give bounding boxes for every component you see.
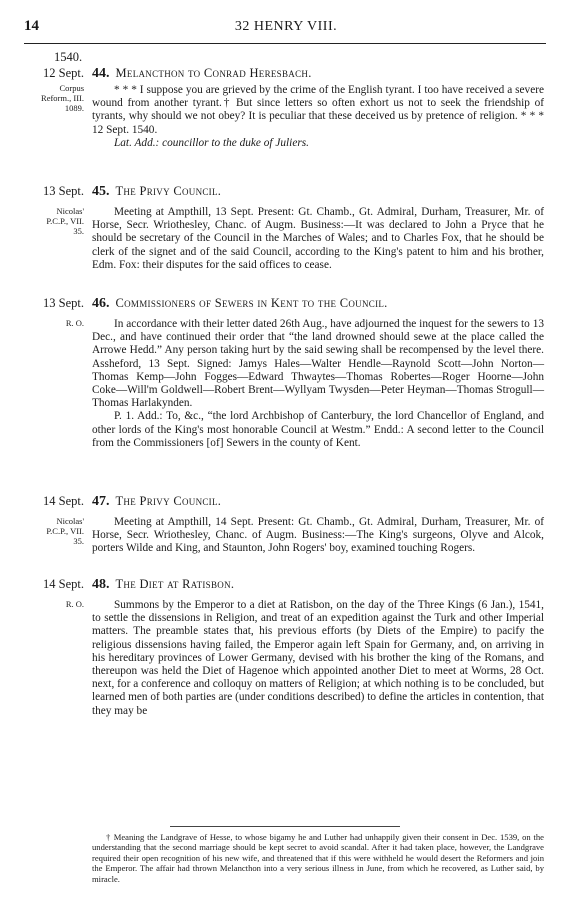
entry-body — [92, 318, 544, 450]
source-line: R. O. — [65, 318, 84, 328]
source-line: 35. — [73, 536, 84, 546]
entry-body — [92, 599, 544, 718]
entry-body — [92, 516, 544, 556]
footnote-text: † Meaning the Landgrave of Hesse, to whose bigamy he and Luther had unhappily given their consent in Dec. 1539, on the understanding that the second marriage should be kept secret to avoid scandal. After it had taken place, however, the Landgrave required their open recognition of his new wife, and threatened that if this were withheld he would desert the Reformers and join the Emperor. The affair had thrown Melancthon into a very serious illness in June, from which he recovered, as Luther said, by miracle. — [92, 832, 544, 884]
source-line: Nicolas' — [56, 206, 84, 216]
entry-number: 45. — [92, 184, 110, 199]
footnote — [92, 832, 544, 884]
entry-paragraph: P. 1. Add.: To, &c., “the lord Archbishop of Canterbury, the lord Chancellor of England, and other lords of the King's most honorable Council at Westm.” Endd.: A second letter to the Council from the Commissioners [of] Sewers in the county of Kent. — [92, 410, 544, 449]
footnote-rule — [170, 826, 400, 827]
entry-body — [92, 84, 544, 150]
entry-heading — [92, 296, 388, 312]
entry-number: 44. — [92, 66, 110, 81]
page-number: 14 — [24, 18, 39, 34]
entry-paragraph: Meeting at Ampthill, 13 Sept. Present: Gt. Chamb., Gt. Admiral, Durham, Treasurer, Mr. of Horse, Secr. Wriothesley, Chanc. of Augm. Business:—It was declared to John a Pryce that he should be secretary of the Council in the Marches of Wales; and to Charles Fox, that he should be clerk of the signet and of the said Council, according to the King's patent to him and his brother, Edm. Fox: their disputes for the said offices to cease. — [92, 206, 544, 271]
entry-date: 14 Sept. — [43, 494, 84, 508]
source-line: P.C.P., VII. — [46, 526, 84, 536]
entry-heading — [92, 184, 221, 200]
entry-source — [24, 599, 84, 609]
entry-paragraph: * * * I suppose you are grieved by the crime of the English tyrant. I too have received a severe wound from another tyrant.† But since letters so often exhort us not to seek the friendship of tyrants, why should we not obey? It is peculiar that these deceived us by pretence of religion. * * * 12 Sept. 1540. — [92, 84, 544, 136]
source-line: Nicolas' — [56, 516, 84, 526]
entry-paragraph: Meeting at Ampthill, 14 Sept. Present: Gt. Chamb., Gt. Admiral, Durham, Treasurer, Mr. of Horse, Secr. Wriothesley, Chanc. of Augm. Business:—The King's surgeons, Olyve and Alcok, porters Wilde and King, and Staunton, John Rogers' boy, examined touching Rogers. — [92, 516, 544, 555]
source-line: Reform., III. — [41, 93, 84, 103]
entry-source — [24, 83, 84, 113]
entry-date: 13 Sept. — [43, 184, 84, 198]
entry-title: The Privy Council. — [115, 184, 222, 198]
source-line: R. O. — [65, 599, 84, 609]
entry-date: 14 Sept. — [43, 577, 84, 591]
year-label: 1540. — [54, 50, 83, 64]
entry-date: 13 Sept. — [43, 296, 84, 310]
header-rule — [24, 43, 546, 44]
entry-paragraph: Summons by the Emperor to a diet at Ratisbon, on the day of the Three Kings (6 Jan.), 1541, to settle the dissensions in Religion, and treat of an expedition against the Turk and other Imperial matters. The preamble states that, his previous efforts (by Diets of the Empire) to pacify the religious dissensions having failed, the Emperor again left Spain for Germany, and, on arriving in his hereditary provinces of Lower Germany, devised with his brother the king of the Romans, and thereupon was held the Diet of Hagenoe which appointed another Diet to meet at Worms, 28 Oct. next, for a conference and colloquy on matters of Religion; at which nothing is to be concluded, but learned men of both parties are (under conditions described) to define the articles in contention, that they may be — [92, 599, 544, 717]
entry-number: 48. — [92, 577, 110, 592]
source-line: 1089. — [64, 103, 84, 113]
entry-source — [24, 318, 84, 328]
source-line: 35. — [73, 226, 84, 236]
entry-title: Melancthon to Conrad Heresbach. — [115, 66, 312, 80]
source-line: Corpus — [59, 83, 84, 93]
entry-body — [92, 206, 544, 272]
entry-heading — [92, 577, 234, 593]
entry-source — [24, 516, 84, 546]
source-line: P.C.P., VII. — [46, 216, 84, 226]
entry-number: 46. — [92, 296, 110, 311]
entry-title: The Privy Council. — [115, 494, 222, 508]
entry-heading — [92, 494, 221, 510]
entry-source — [24, 206, 84, 236]
entry-heading — [92, 66, 312, 82]
entry-number: 47. — [92, 494, 110, 509]
page-header — [24, 18, 548, 40]
running-title: 32 HENRY VIII. — [234, 19, 338, 34]
entry-title: The Diet at Ratisbon. — [115, 577, 235, 591]
entry-paragraph: In accordance with their letter dated 26th Aug., have adjourned the inquest for the sewers to 13 Dec., and have continued their order that “the land drowned should sewe at the place called the Arrowe Hedd.” Any person taking hurt by the said sewing shall be recompensed by the level there. Assheford, 13 Sept. Signed: Jamys Hales—Walter Hendle—Raynold Scott—John Norton—Thomas Kemp—John Fogges—Edward Thwaytes—Thomas Robertes—Roger Hoorne—John Coke—Will'm Goldwell—Robert Brent—Wyllyam Twysden—Peter Heyman—Thomas Strogull—Thomas Harlakynden. — [92, 318, 544, 410]
entry-date: 12 Sept. — [43, 66, 84, 80]
entry-paragraph: Lat. Add.: councillor to the duke of Juliers. — [114, 136, 309, 149]
entry-title: Commissioners of Sewers in Kent to the Council. — [115, 296, 388, 310]
